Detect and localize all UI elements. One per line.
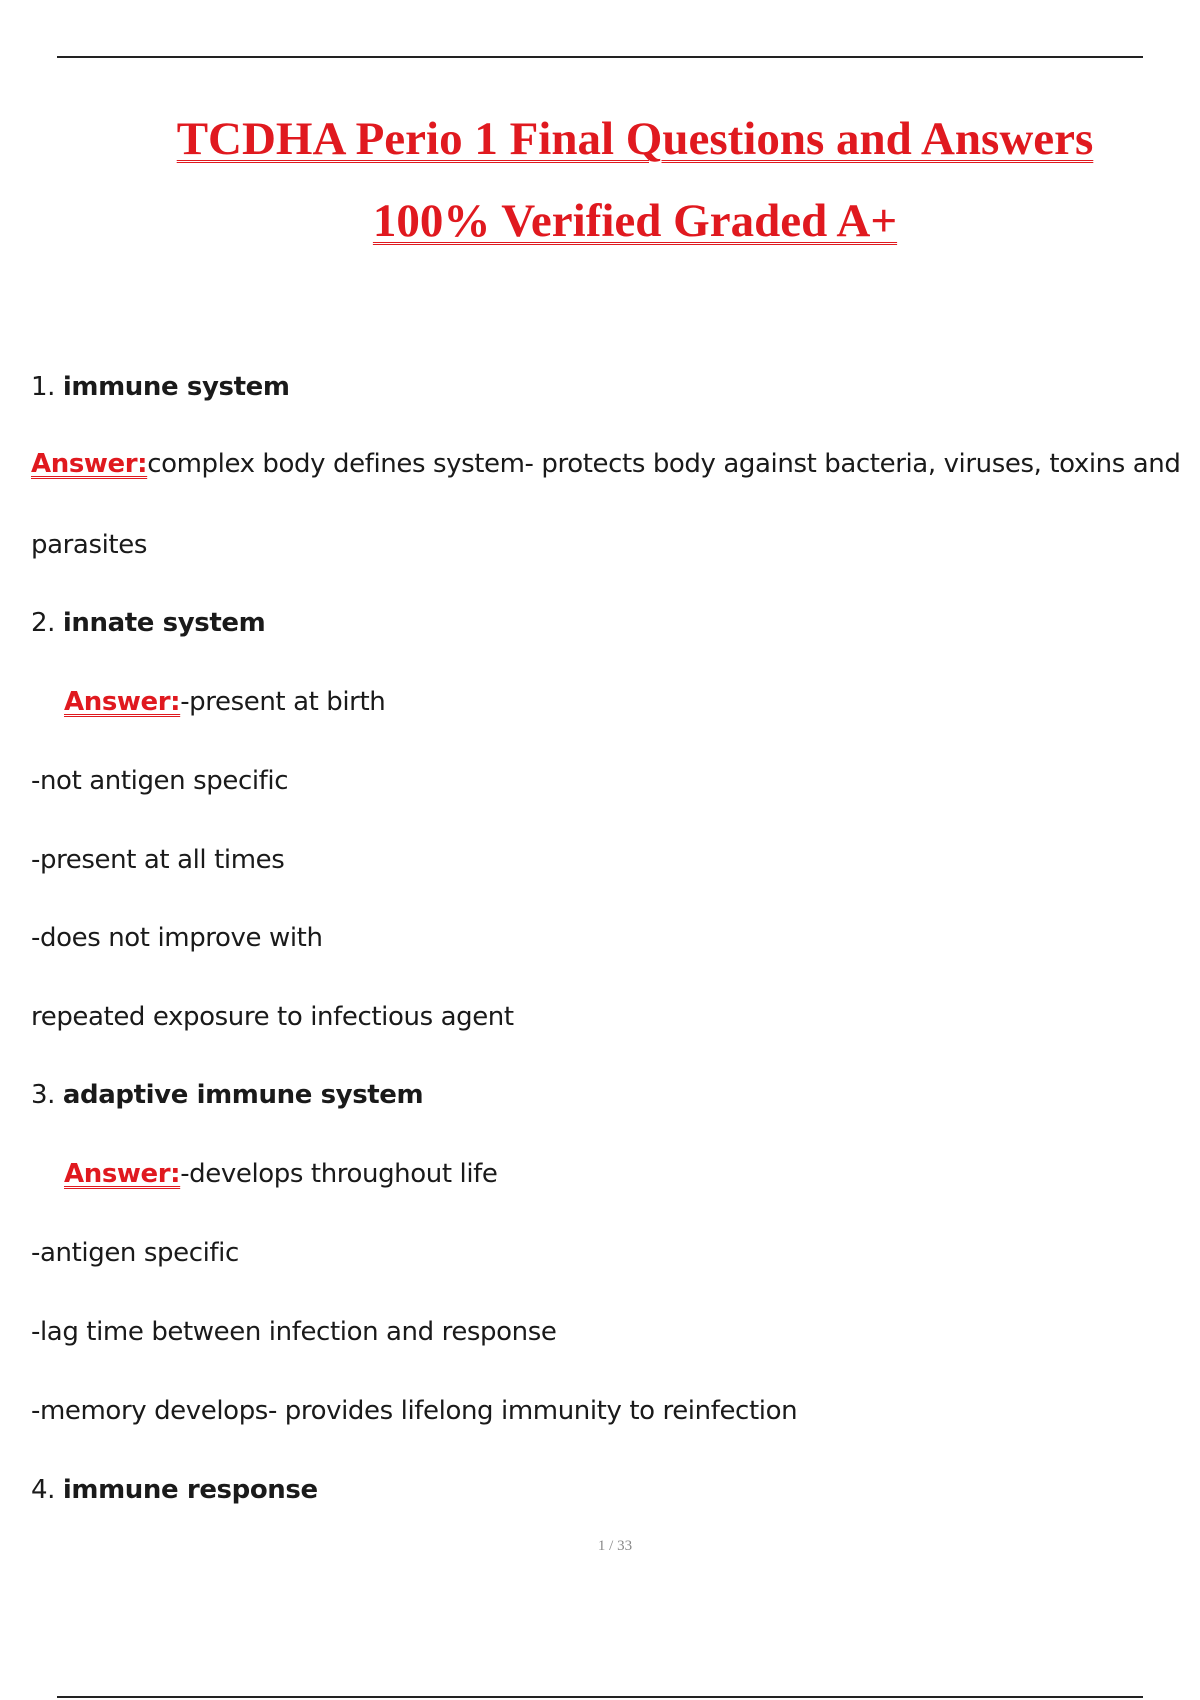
- answer-3-line: -lag time between infection and response: [31, 1317, 557, 1347]
- answer-1: [31, 451, 1180, 477]
- question-2: [31, 610, 265, 636]
- answer-label: Answer:: [31, 449, 148, 479]
- question-term: immune system: [62, 372, 290, 402]
- answer-label: Answer:: [64, 1159, 181, 1189]
- answer-2: [64, 689, 385, 715]
- question-number: 4.: [31, 1475, 56, 1505]
- question-number: 3.: [31, 1080, 56, 1110]
- answer-text: -develops throughout life: [180, 1159, 498, 1189]
- answer-label: Answer:: [64, 687, 181, 717]
- answer-2-line: -not antigen specific: [31, 766, 289, 796]
- document-title-line-2: 100% Verified Graded A+: [372, 195, 898, 247]
- answer-3-line: -memory develops- provides lifelong immunity to reinfection: [31, 1396, 798, 1426]
- answer-1-continued: parasites: [31, 530, 147, 560]
- answer-3: [64, 1161, 498, 1187]
- question-1: [31, 374, 290, 400]
- question-term: innate system: [62, 608, 266, 638]
- page-indicator: 1 / 33: [597, 1538, 633, 1554]
- bottom-rule: [57, 1696, 1143, 1698]
- question-term: adaptive immune system: [62, 1080, 424, 1110]
- question-number: 1.: [31, 372, 56, 402]
- top-rule: [57, 56, 1143, 58]
- answer-3-line: -antigen specific: [31, 1238, 239, 1268]
- answer-text: -present at birth: [180, 687, 386, 717]
- question-number: 2.: [31, 608, 56, 638]
- question-4: [31, 1477, 318, 1503]
- answer-2-line: -does not improve with: [31, 923, 323, 953]
- answer-text: complex body defines system- protects body against bacteria, viruses, toxins and: [147, 449, 1181, 479]
- question-term: immune response: [62, 1475, 318, 1505]
- answer-2-line: repeated exposure to infectious agent: [31, 1002, 514, 1032]
- question-3: [31, 1082, 423, 1108]
- answer-2-line: -present at all times: [31, 845, 285, 875]
- document-title-line-1: TCDHA Perio 1 Final Questions and Answers: [176, 113, 1094, 165]
